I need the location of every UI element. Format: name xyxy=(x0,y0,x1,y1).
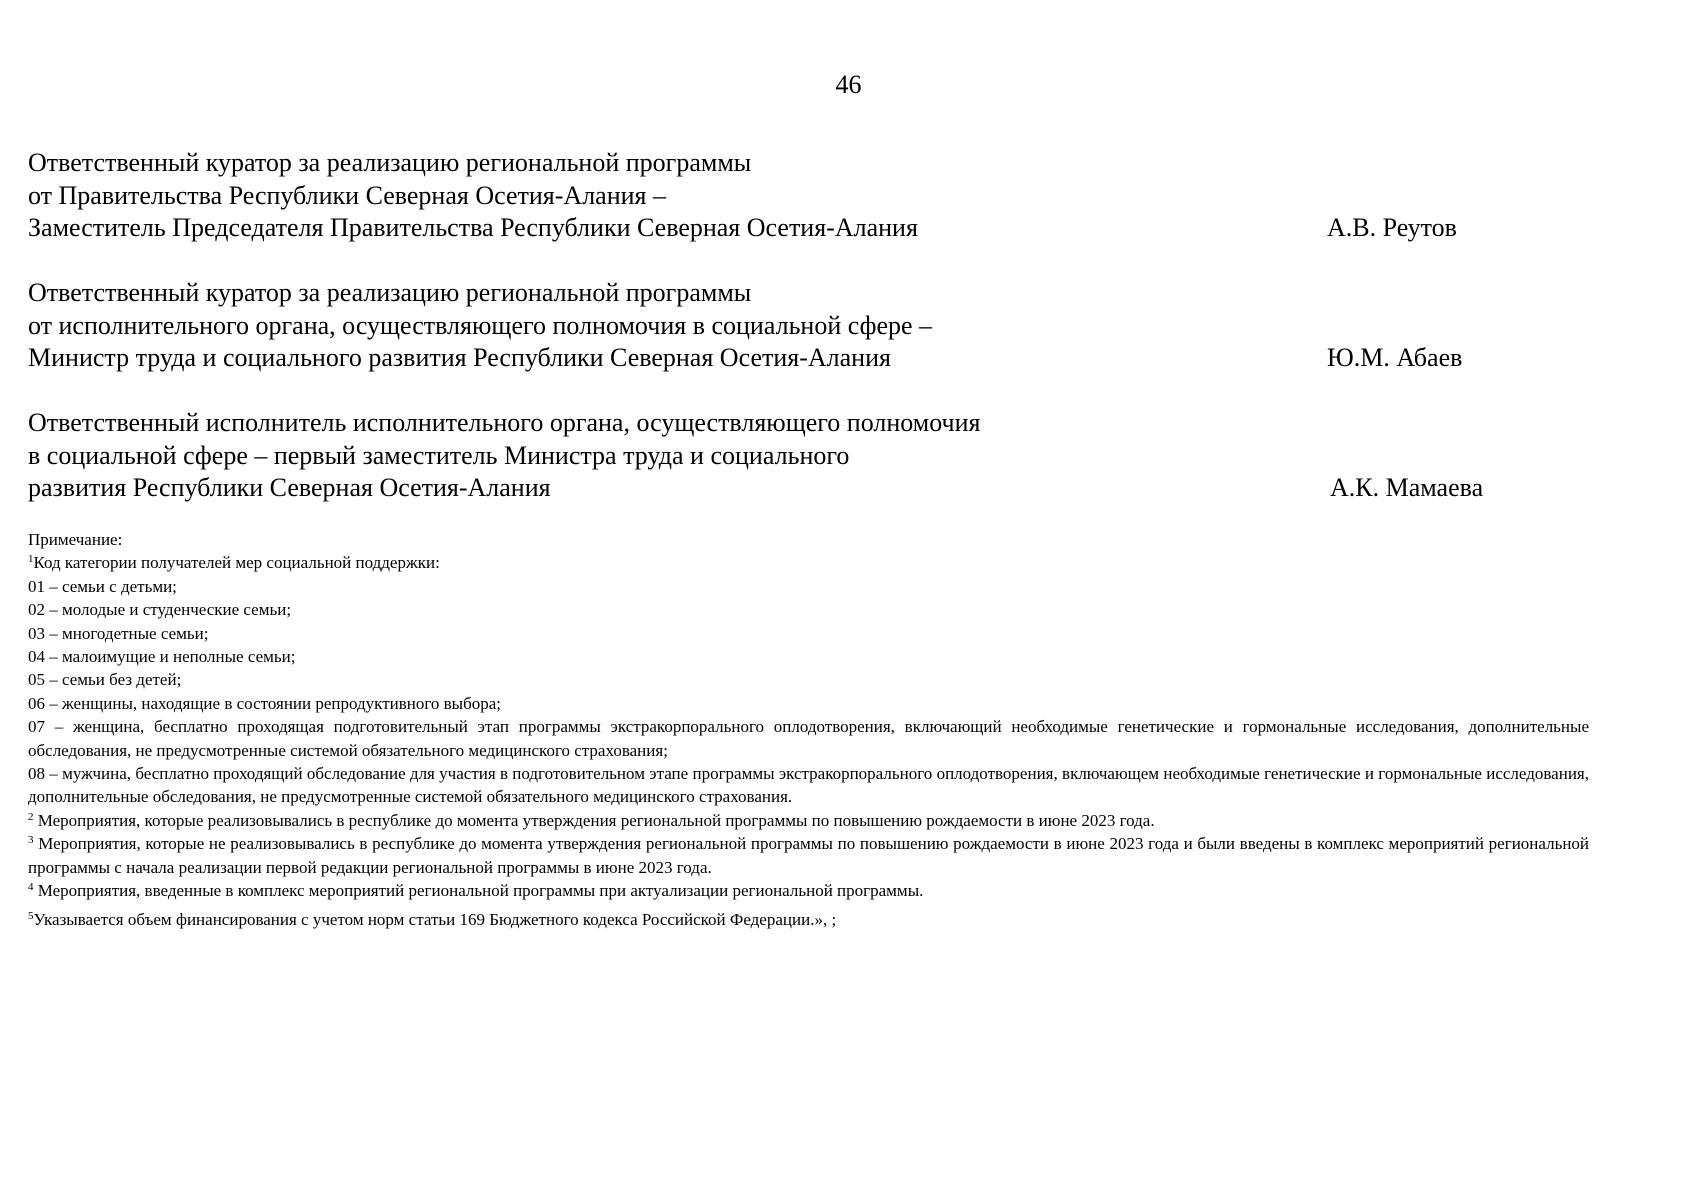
footnote-5 xyxy=(28,908,1589,931)
notes-section xyxy=(28,528,1589,931)
signatory-name: А.К. Мамаева xyxy=(1330,473,1484,502)
category-code-item: 01 – семьи с детьми; xyxy=(28,576,177,596)
category-code-item: 02 – молодые и студенческие семьи; xyxy=(28,600,292,620)
signature-position-line: Ответственный исполнитель исполнительного органа, осуществляющего полномочия xyxy=(28,408,981,437)
category-code-item: 06 – женщины, находящие в состоянии репродуктивного выбора; xyxy=(28,693,502,713)
signature-position-line: в социальной сфере – первый заместитель Министра труда и социального xyxy=(28,440,850,470)
category-code-item: 05 – семьи без детей; xyxy=(28,670,182,690)
signature-position-line: развития Республики Северная Осетия-Алания xyxy=(28,473,551,502)
category-code-item: 03 – многодетные семьи; xyxy=(28,623,209,643)
footnote-text: Мероприятия, введенные в комплекс мероприятий региональной программы при актуализации региональной программы. xyxy=(37,881,924,901)
category-code-item: 04 – малоимущие и неполные семьи; xyxy=(28,647,296,667)
signature-block-first-deputy-minister xyxy=(28,407,1488,505)
footnote-1 xyxy=(28,551,1589,574)
signature-position-line: Заместитель Председателя Правительства Республики Северная Осетия-Алания xyxy=(28,213,918,242)
category-code-item: 07 – женщина, бесплатно проходящая подготовительный этап программы экстракорпорального оплодотворения, включающий необходимые генетические и гормональные исследования, дополнительные обследования, не предусмотренные системой обязательного медицинского страхования; xyxy=(28,717,1589,760)
footnote-text: Мероприятия, которые реализовывались в республике до момента утверждения региональной программы по повышению рождаемости в июне 2023 года. xyxy=(37,810,1155,830)
footnote-marker: 1 xyxy=(28,553,34,566)
signatory-name: А.В. Реутов xyxy=(1327,213,1457,242)
signature-position-line: от исполнительного органа, осуществляющего полномочия в социальной сфере – xyxy=(28,310,933,340)
footnote-4 xyxy=(28,879,1589,902)
footnote-marker: 2 xyxy=(28,810,34,823)
page-number: 46 xyxy=(835,70,862,99)
signature-position-line: Ответственный куратор за реализацию региональной программы xyxy=(28,278,752,307)
signature-position-line: Ответственный куратор за реализацию региональной программы xyxy=(28,148,752,177)
signature-block-minister xyxy=(28,277,1488,375)
signature-position-line: Министр труда и социального развития Республики Северная Осетия-Алания xyxy=(28,343,891,372)
footnote-3 xyxy=(28,832,1589,879)
footnote-marker: 4 xyxy=(28,881,34,894)
footnote-text: Код категории получателей мер социальной поддержки: xyxy=(33,553,440,573)
footnote-marker: 5 xyxy=(28,909,34,922)
notes-heading: Примечание: xyxy=(28,530,123,549)
footnote-text: Мероприятия, которые не реализовывались в республике до момента утверждения региональной программы по повышению рождаемости в июне 2023 года и были введены в комплекс мероприятий региональной программы с начала реализации первой редакции региональной программы в июне 2023 года. xyxy=(28,834,1590,877)
signature-block-deputy-chairman xyxy=(28,147,1488,245)
footnote-2 xyxy=(28,809,1589,832)
signature-position-line: от Правительства Республики Северная Осетия-Алания – xyxy=(28,180,666,210)
category-code-item: 08 – мужчина, бесплатно проходящий обследование для участия в подготовительном этапе программы экстракорпорального оплодотворения, включающем необходимые генетические и гормональные исследования, дополнительные обследования, не предусмотренные системой обязательного медицинского страхования. xyxy=(28,764,1589,807)
footnote-marker: 3 xyxy=(28,834,34,847)
signatory-name: Ю.М. Абаев xyxy=(1327,343,1463,372)
footnote-text: Указывается объем финансирования с учетом норм статьи 169 Бюджетного кодекса Российской Федерации.», ; xyxy=(33,909,837,929)
